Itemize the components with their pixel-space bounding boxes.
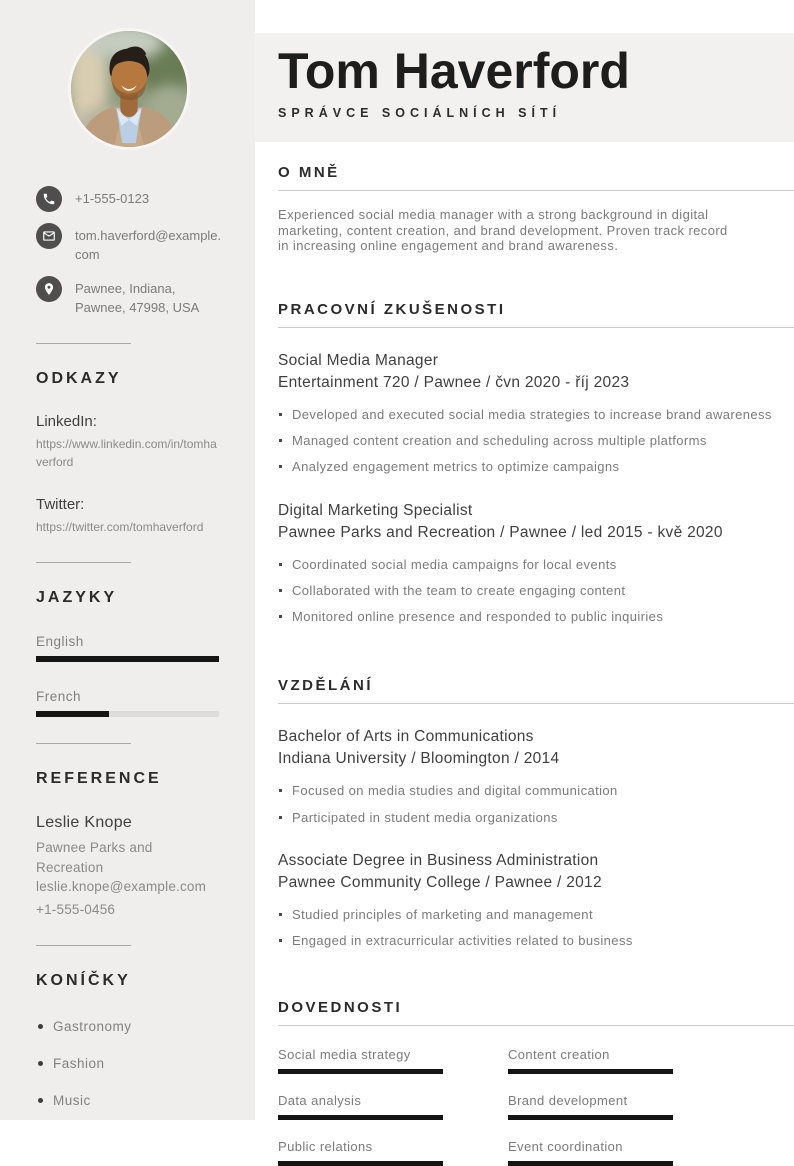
education-bullet-list bbox=[278, 907, 794, 950]
job-entry bbox=[278, 500, 794, 626]
profile-photo-illustration bbox=[71, 31, 187, 147]
skill-level-track bbox=[278, 1161, 443, 1166]
skill-item bbox=[508, 1093, 673, 1120]
education-bullet: Studied principles of marketing and management bbox=[278, 907, 794, 923]
reference-details bbox=[36, 838, 222, 919]
skill-item bbox=[278, 1047, 443, 1074]
job-entry bbox=[278, 350, 794, 476]
sidebar-divider bbox=[36, 562, 131, 563]
job-title: Digital Marketing Specialist bbox=[278, 501, 473, 519]
job-bullet: Collaborated with the team to create engaging content bbox=[278, 583, 794, 599]
reference-organization: Pawnee Parks and Recreation bbox=[36, 840, 153, 875]
about-section bbox=[278, 164, 794, 254]
language-level-track bbox=[36, 656, 219, 662]
reference-name: Leslie Knope bbox=[36, 814, 133, 832]
languages-heading: JAZYKY bbox=[36, 589, 118, 607]
reference-section bbox=[36, 770, 222, 919]
skill-item bbox=[278, 1139, 443, 1166]
language-name: English bbox=[36, 634, 84, 650]
degree-meta: Pawnee Community College / Pawnee / 2012 bbox=[278, 873, 602, 891]
job-bullet: Monitored online presence and responded to public inquiries bbox=[278, 609, 794, 625]
linkedin-url[interactable]: https://www.linkedin.com/in/tomhaverford bbox=[36, 437, 217, 470]
email-value[interactable]: tom.haverford@example.com bbox=[75, 228, 222, 262]
language-item bbox=[36, 689, 222, 717]
language-level-track bbox=[36, 711, 219, 717]
skill-level-track bbox=[508, 1161, 673, 1166]
twitter-label: Twitter: bbox=[36, 496, 85, 514]
job-bullet-list bbox=[278, 557, 794, 626]
job-meta: Pawnee Parks and Recreation / Pawnee / led 2015 - kvě 2020 bbox=[278, 523, 723, 541]
reference-email[interactable]: leslie.knope@example.com bbox=[36, 878, 207, 894]
section-rule bbox=[278, 1025, 794, 1026]
hobby-list bbox=[36, 1019, 222, 1108]
hobby-item: Fashion bbox=[36, 1056, 222, 1071]
skill-item bbox=[508, 1139, 673, 1166]
skill-level-bar bbox=[508, 1161, 673, 1166]
education-section bbox=[278, 677, 794, 949]
about-text: Experienced social media manager with a strong background in digital marketing, content creation, and brand development. Proven track record in increasing online engagement and brand awareness. bbox=[278, 207, 728, 254]
section-rule bbox=[278, 703, 794, 704]
contact-phone-row bbox=[36, 186, 222, 212]
person-job-title: SPRÁVCE SOCIÁLNÍCH SÍTÍ bbox=[278, 106, 562, 120]
address-value: Pawnee, Indiana, Pawnee, 47998, USA bbox=[75, 280, 200, 315]
twitter-url[interactable]: https://twitter.com/tomhaverford bbox=[36, 520, 204, 535]
skill-level-bar bbox=[278, 1069, 443, 1074]
skill-name: Brand development bbox=[508, 1093, 628, 1109]
skills-section bbox=[278, 999, 794, 1166]
sidebar-divider bbox=[36, 945, 131, 946]
job-bullet: Managed content creation and scheduling across multiple platforms bbox=[278, 433, 794, 449]
profile-photo bbox=[68, 28, 190, 150]
email-icon bbox=[36, 223, 62, 249]
links-section bbox=[36, 370, 222, 536]
skill-name: Public relations bbox=[278, 1139, 373, 1155]
contact-block bbox=[36, 186, 222, 317]
linkedin-label: LinkedIn: bbox=[36, 413, 97, 431]
education-entry bbox=[278, 726, 794, 826]
content-column bbox=[255, 164, 794, 1166]
experience-heading: PRACOVNÍ ZKUŠENOSTI bbox=[278, 300, 506, 318]
education-bullet: Participated in student media organizations bbox=[278, 810, 794, 826]
section-rule bbox=[278, 327, 794, 328]
education-heading: VZDĚLÁNÍ bbox=[278, 677, 373, 695]
job-bullet: Analyzed engagement metrics to optimize campaigns bbox=[278, 459, 794, 475]
skill-level-bar bbox=[508, 1069, 673, 1074]
degree-title: Associate Degree in Business Administration bbox=[278, 851, 599, 869]
skill-name: Data analysis bbox=[278, 1093, 362, 1109]
phone-icon bbox=[36, 186, 62, 212]
hobby-item: Gastronomy bbox=[36, 1019, 222, 1034]
about-heading: O MNĚ bbox=[278, 164, 340, 181]
section-rule bbox=[278, 190, 794, 191]
experience-section bbox=[278, 301, 794, 626]
skills-grid bbox=[278, 1047, 794, 1166]
reference-phone: +1-555-0456 bbox=[36, 901, 116, 917]
phone-value: +1-555-0123 bbox=[75, 191, 150, 206]
hobbies-heading: KONÍČKY bbox=[36, 972, 131, 989]
reference-heading: REFERENCE bbox=[36, 770, 162, 788]
sidebar-divider bbox=[36, 743, 131, 744]
education-bullet: Engaged in extracurricular activities related to business bbox=[278, 933, 794, 949]
person-name: Tom Haverford bbox=[278, 43, 630, 99]
link-item-linkedin bbox=[36, 413, 222, 471]
language-level-bar bbox=[36, 711, 109, 717]
degree-title: Bachelor of Arts in Communications bbox=[278, 728, 534, 746]
skill-level-bar bbox=[278, 1161, 443, 1166]
languages-section bbox=[36, 589, 222, 717]
hobbies-section bbox=[36, 972, 222, 1108]
language-name: French bbox=[36, 689, 82, 705]
sidebar bbox=[0, 0, 255, 1120]
job-meta: Entertainment 720 / Pawnee / čvn 2020 - říj 2023 bbox=[278, 373, 630, 391]
contact-email-row bbox=[36, 223, 222, 265]
skill-name: Content creation bbox=[508, 1047, 610, 1063]
job-bullet: Developed and executed social media strategies to increase brand awareness bbox=[278, 407, 794, 423]
education-entry bbox=[278, 850, 794, 950]
hobby-item: Music bbox=[36, 1093, 222, 1108]
links-heading: ODKAZY bbox=[36, 370, 122, 388]
job-bullet-list bbox=[278, 407, 794, 476]
contact-address-row bbox=[36, 276, 222, 318]
language-item bbox=[36, 634, 222, 662]
skill-level-track bbox=[278, 1069, 443, 1074]
skill-level-track bbox=[508, 1069, 673, 1074]
skill-name: Social media strategy bbox=[278, 1047, 411, 1063]
header-band bbox=[255, 33, 794, 142]
sidebar-divider bbox=[36, 343, 131, 344]
skill-item bbox=[278, 1093, 443, 1120]
language-level-bar bbox=[36, 656, 219, 662]
main-content bbox=[255, 0, 794, 1155]
degree-meta: Indiana University / Bloomington / 2014 bbox=[278, 750, 560, 768]
education-bullet: Focused on media studies and digital communication bbox=[278, 783, 794, 799]
location-pin-icon bbox=[36, 276, 62, 302]
skills-heading: DOVEDNOSTI bbox=[278, 999, 403, 1017]
skill-name: Event coordination bbox=[508, 1139, 623, 1155]
job-title: Social Media Manager bbox=[278, 351, 439, 369]
education-bullet-list bbox=[278, 783, 794, 826]
skill-item bbox=[508, 1047, 673, 1074]
link-item-twitter bbox=[36, 496, 222, 536]
job-bullet: Coordinated social media campaigns for local events bbox=[278, 557, 794, 573]
